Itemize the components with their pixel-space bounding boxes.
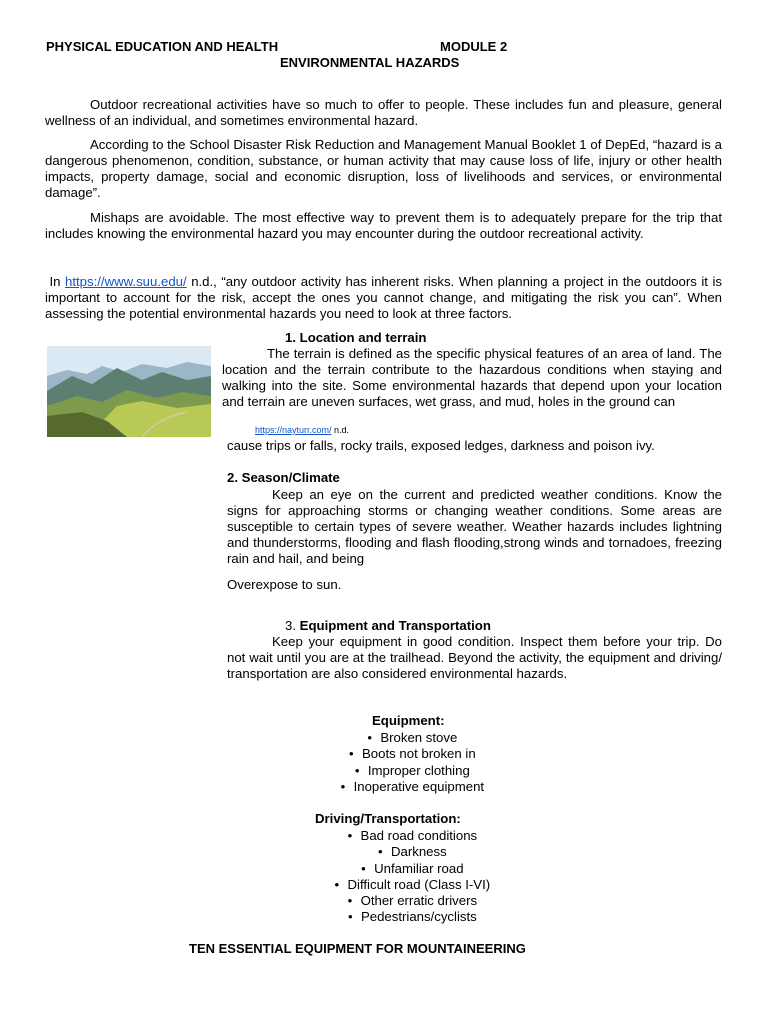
transport-list [280,828,540,926]
list-item: • Other erratic drivers [280,893,540,909]
section-3-body: Keep your equipment in good condition. Inspect them before your trip. Do not wait until you are at the trailhead. Beyond the activity, the equipment and driving/ transportation are also considered environmental hazards. [227,634,722,681]
list-item: • Broken stove [280,730,540,746]
mountain-landscape-image [47,346,211,437]
section-3-heading [285,618,491,633]
caption-nd: n.d. [334,425,350,435]
list-item: • Inoperative equipment [280,779,540,795]
bullet-icon: • [347,828,353,843]
intro-paragraph-2: According to the School Disaster Risk Reduction and Management Manual Booklet 1 of DepEd, “hazard is a dangerous phenomenon, condition, substance, or human activity that may cause loss of life, injury or other health impacts, property damage, social and economic disruption, loss of livelihoods and services, or environmental damage”. [45,137,722,200]
suu-link[interactable]: https://www.suu.edu/ [65,274,187,289]
section-1-continuation: cause trips or falls, rocky trails, exposed ledges, darkness and poison ivy. [227,438,655,453]
section-2-tail: Overexpose to sun. [227,577,342,592]
p4-prefix: In [49,274,61,289]
section-2-heading: 2. Season/Climate [227,470,340,485]
module-label: MODULE 2 [440,39,508,54]
intro-paragraph-4 [45,274,722,322]
bullet-icon: • [361,860,366,876]
section-1-heading: 1. Location and terrain [285,330,427,345]
ten-essentials-heading: TEN ESSENTIAL EQUIPMENT FOR MOUNTAINEERING [189,941,526,956]
bullet-icon: • [347,893,353,909]
image-caption [255,425,349,435]
bullet-icon: • [354,762,360,778]
section-3-number: 3. [285,618,296,633]
bullet-icon: • [334,876,340,892]
equipment-list [280,730,540,795]
subject-title: PHYSICAL EDUCATION AND HEALTH [46,39,279,54]
page-title: ENVIRONMENTAL HAZARDS [280,55,460,70]
section-2-body: Keep an eye on the current and predicted weather conditions. Know the signs for approaching storms or changing weather conditions. Some areas are susceptible to certain types of severe weather. Weather hazards includes lightning and thunderstorms, flooding and flash flooding,strong winds and tornadoes, freezing rain and hail, and being [227,487,722,566]
list-item: • Difficult road (Class I-VI) [280,877,540,893]
bullet-icon: • [340,778,346,794]
intro-paragraph-1: Outdoor recreational activities have so much to offer to people. These includes fun and pleasure, general wellness of an individual, and sometimes environmental hazard. [45,97,722,128]
equipment-heading: Equipment: [372,713,445,728]
list-item: • Bad road conditions [280,828,540,844]
section-3-title: Equipment and Transportation [299,618,491,633]
bullet-icon: • [367,730,372,745]
bullet-icon: • [349,746,354,762]
list-item: • Darkness [280,844,540,860]
nayturr-link[interactable]: https://nayturr.com/ [255,425,332,435]
section-1-body: The terrain is defined as the specific physical features of an area of land. The location and the terrain contribute to the hazardous conditions when staying and walking into the site. Some environmental hazards that depend upon your location and terrain are uneven surfaces, wet grass, and mud, holes in the ground can [222,346,722,409]
transport-heading: Driving/Transportation: [315,811,461,826]
bullet-icon: • [378,844,383,860]
list-item: • Improper clothing [280,763,540,779]
list-item: • Pedestrians/cyclists [280,909,540,925]
list-item: • Boots not broken in [280,746,540,762]
bullet-icon: • [347,909,353,925]
p4-rest: n.d., “any outdoor activity has inherent risks. When planning a project in the outdoors it is important to account for the risk, accept the ones you cannot change, and mitigating the risk you can”. When assessing the potential environmental hazards you need to look at three factors. [45,274,722,321]
list-item: • Unfamiliar road [280,861,540,877]
intro-paragraph-3: Mishaps are avoidable. The most effective way to prevent them is to adequately prepare for the trip that includes knowing the environmental hazard you may encounter during the outdoor recreational activity. [45,210,722,241]
